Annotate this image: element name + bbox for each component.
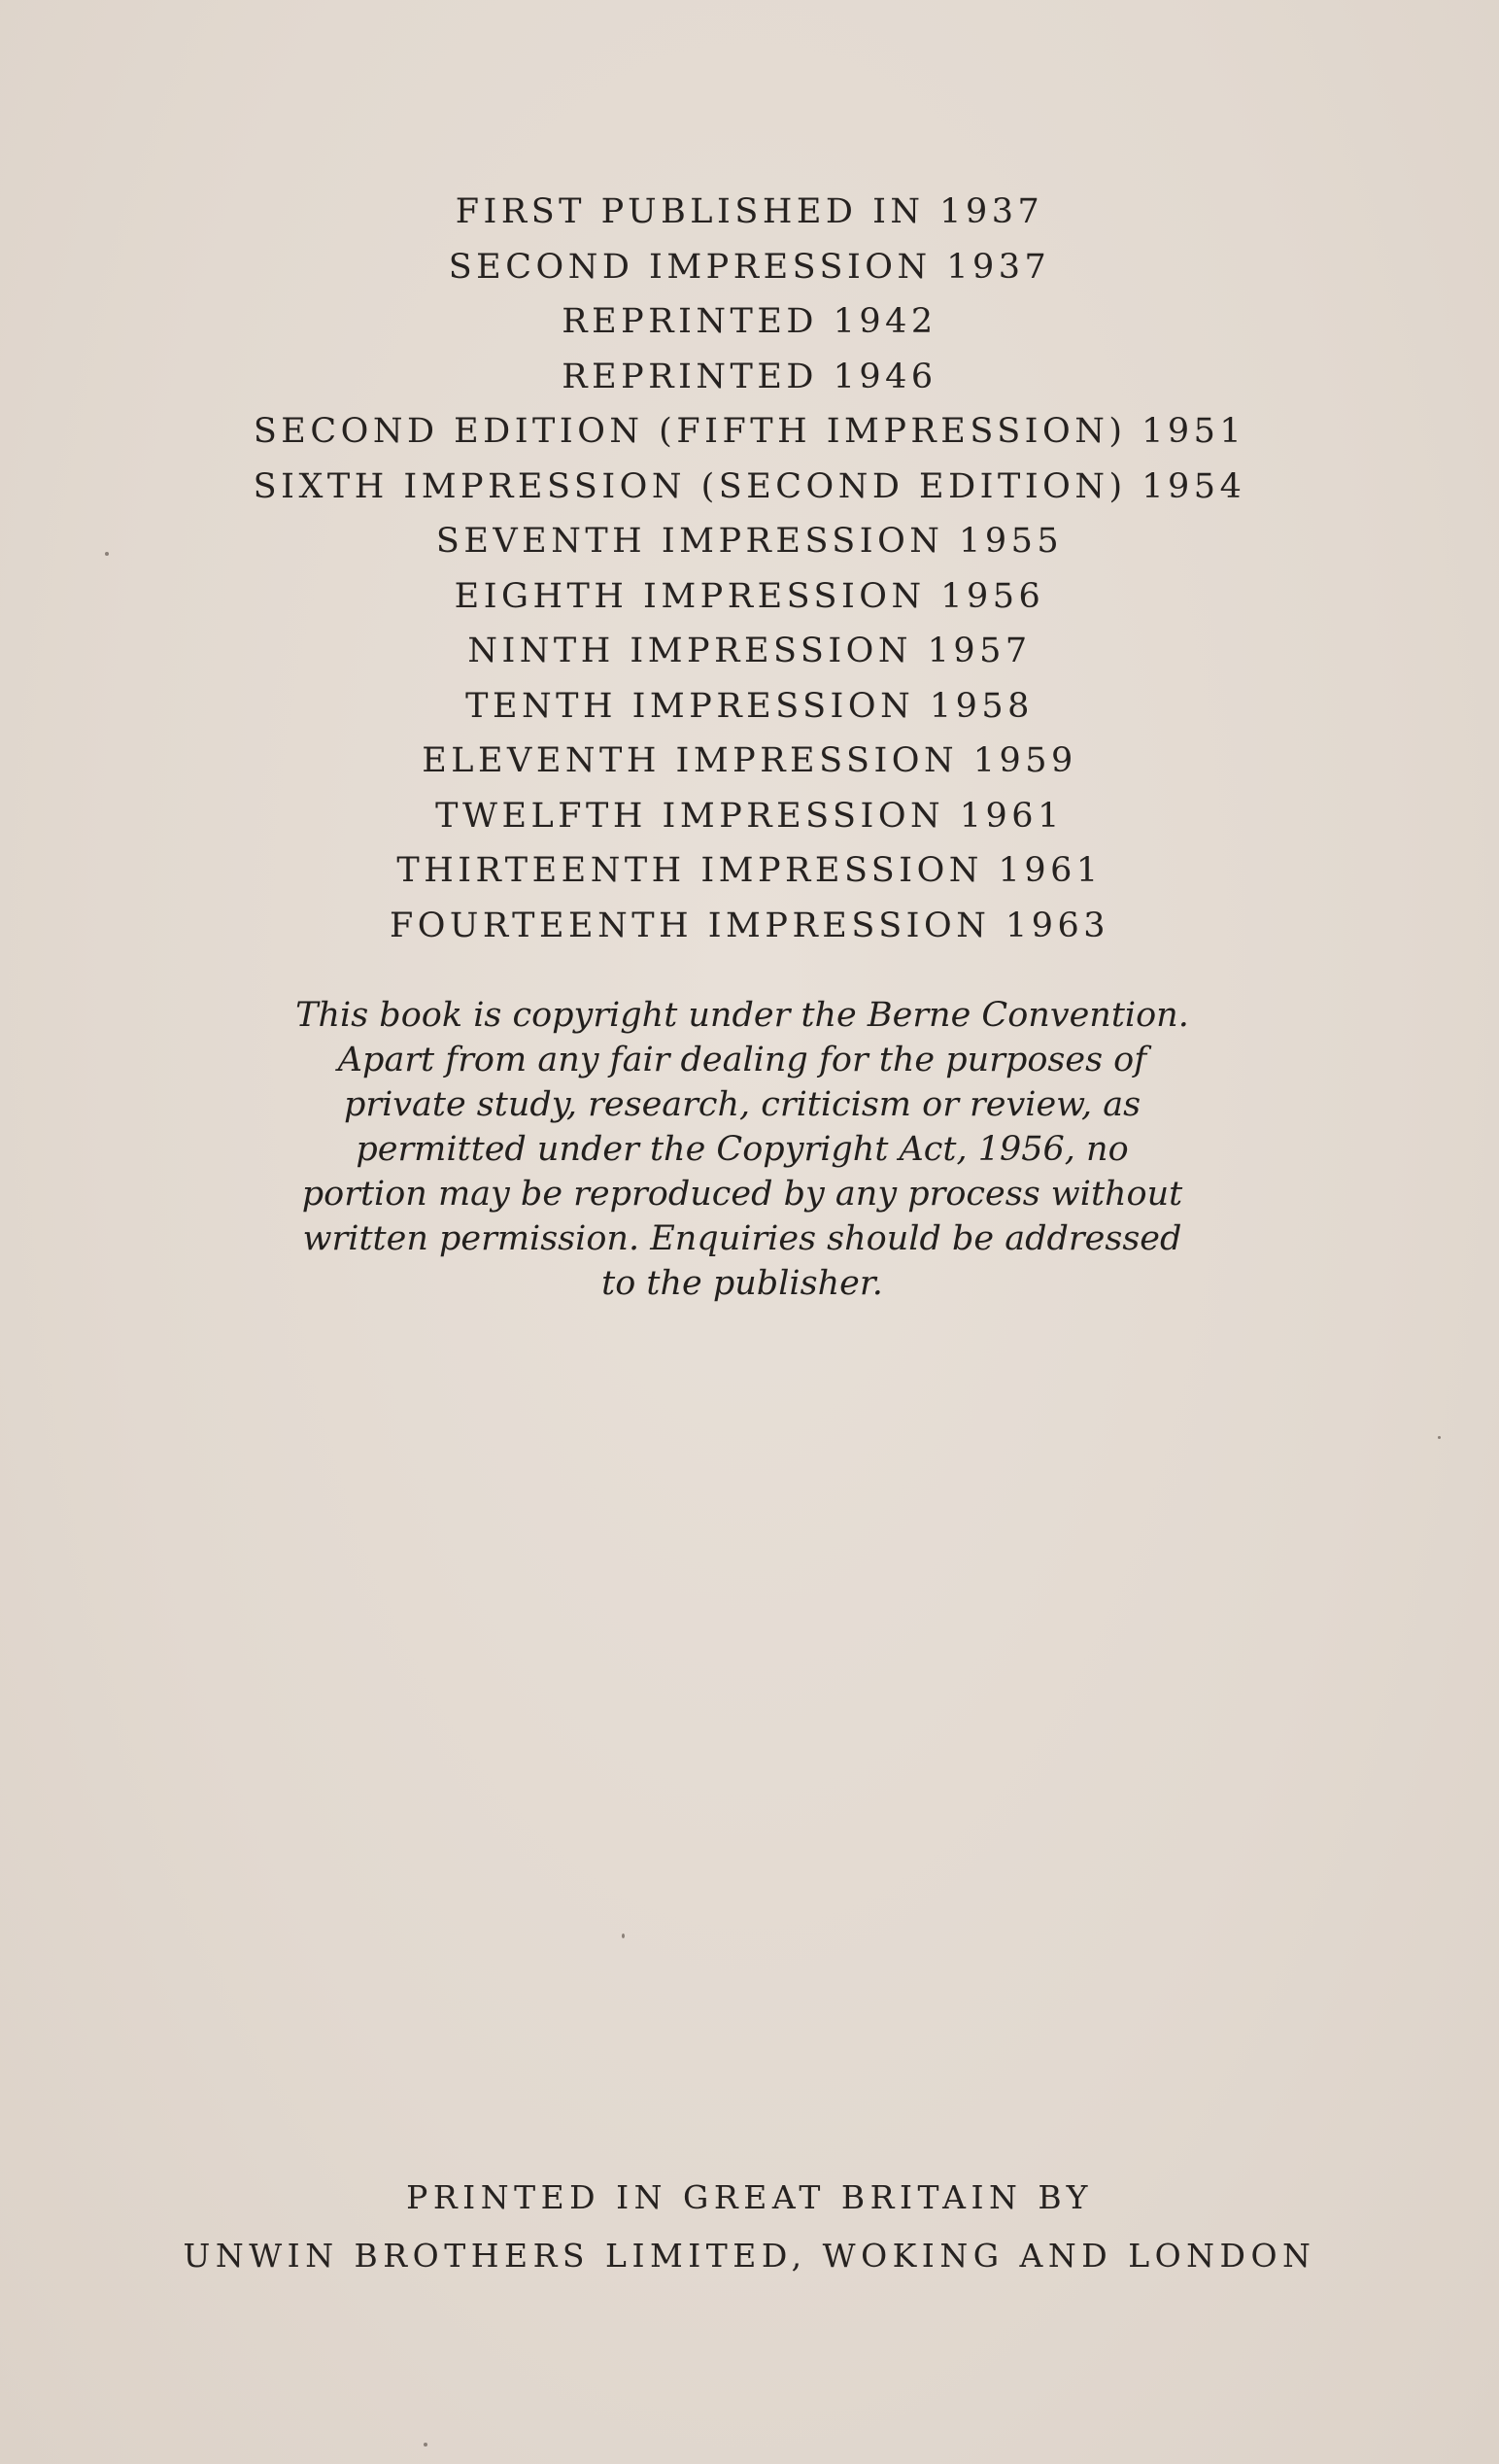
copyright-line: Apart from any fair dealing for the purposes of bbox=[337, 1041, 1147, 1079]
impression-line: TENTH IMPRESSION 1958 bbox=[465, 686, 1034, 726]
copyright-line: This book is copyright under the Berne Convention. bbox=[295, 996, 1189, 1035]
impression-line: FIRST PUBLISHED IN 1937 bbox=[455, 192, 1044, 231]
copyright-line: portion may be reproduced by any process without bbox=[301, 1175, 1183, 1214]
printer-line-1: PRINTED IN GREAT BRITAIN BY bbox=[406, 2178, 1093, 2216]
impression-line: SEVENTH IMPRESSION 1955 bbox=[435, 522, 1064, 561]
impression-line: SECOND EDITION (FIFTH IMPRESSION) 1951 bbox=[253, 412, 1246, 451]
copyright-line: written permission. Enquiries should be addressed bbox=[302, 1219, 1182, 1258]
paper-speck bbox=[105, 552, 109, 556]
copyright-line: to the publisher. bbox=[601, 1264, 883, 1303]
copyright-line: permitted under the Copyright Act, 1956, no bbox=[356, 1130, 1129, 1169]
copyright-notice bbox=[258, 993, 1226, 1306]
impression-line: REPRINTED 1942 bbox=[562, 302, 937, 341]
impression-line: REPRINTED 1946 bbox=[562, 357, 937, 396]
impression-line: NINTH IMPRESSION 1957 bbox=[467, 632, 1032, 670]
impression-line: EIGHTH IMPRESSION 1956 bbox=[454, 576, 1045, 616]
impression-line: THIRTEENTH IMPRESSION 1961 bbox=[396, 851, 1103, 890]
paper-speck bbox=[424, 2443, 427, 2447]
impression-line: TWELFTH IMPRESSION 1961 bbox=[435, 796, 1064, 836]
impression-line: SIXTH IMPRESSION (SECOND EDITION) 1954 bbox=[253, 466, 1246, 506]
paper-speck bbox=[622, 1934, 625, 1938]
printer-line-2: UNWIN BROTHERS LIMITED, WOKING AND LONDON bbox=[183, 2237, 1316, 2275]
impression-line: SECOND IMPRESSION 1937 bbox=[448, 247, 1051, 287]
copyright-line: private study, research, criticism or review, as bbox=[343, 1085, 1141, 1124]
impressions-list bbox=[0, 185, 1499, 953]
paper-speck bbox=[1438, 1436, 1441, 1439]
impression-line: ELEVENTH IMPRESSION 1959 bbox=[422, 741, 1077, 780]
impression-line: FOURTEENTH IMPRESSION 1963 bbox=[389, 906, 1110, 945]
